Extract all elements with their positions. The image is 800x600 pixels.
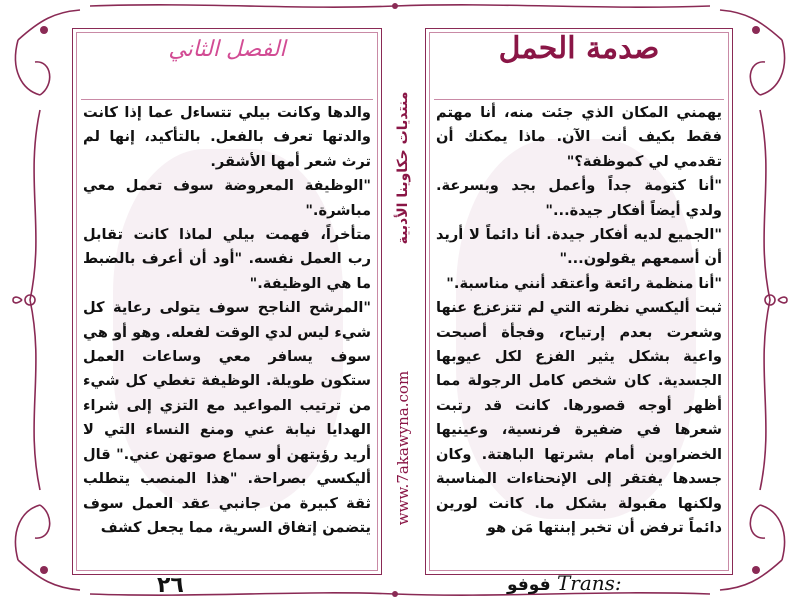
- paragraph: "الوظيفة المعروضة سوف تعمل معي مباشرة.": [83, 177, 371, 219]
- chapter-title: الفصل الثاني: [168, 37, 286, 62]
- paragraph: متأخراً، فهمت بيلي لماذا كانت تقابل رب العمل نفسه. "أود أن أعرف بالضبط ما هي الوظيفة.": [83, 226, 371, 292]
- title-divider: [81, 99, 373, 100]
- paragraph: "المرشح الناجح سوف يتولى رعاية كل شيء ليس لدي الوقت لفعله. وهو أو هي سوف يسافر معي وساعات العمل ستكون طويلة. الوظيفة تغطي كل شيء من ترتيب المواعيد مع التزي إلى شراء الهدايا نيابة عني ومنع النساء التي لا أريد رؤيتهن أو سماع صوتهن عني." قال أليكسي بصراحة. "هذا المنصب يتطلب ثقة كبيرة من جانبي عقد العمل سوف يتضمن إتفاق السرية، مما يجعل كشف: [83, 299, 371, 536]
- paragraph: "أنا كتومة جداً وأعمل بجد وبسرعة. ولدي أيضاً أفكار جيدة...": [436, 177, 722, 219]
- paragraph: "أنا منظمة رائعة وأعتقد أنني مناسبة.": [446, 274, 722, 292]
- website-url: www.7akawyna.com: [393, 370, 412, 526]
- title-divider: [434, 99, 724, 100]
- book-spine: [380, 28, 425, 573]
- page-number: ٢٦: [157, 573, 184, 598]
- left-page-text: [83, 101, 371, 566]
- translator-name: فوفو: [507, 575, 551, 595]
- left-page: [72, 28, 382, 575]
- paragraph: يهمني المكان الذي جئت منه، أنا مهتم فقط بكيف أنت الآن. ماذا يمكنك أن تقدمي لي كموظفة؟": [436, 104, 722, 170]
- translator-credit: [507, 571, 622, 595]
- paragraph: والدها وكانت بيلي تتساءل عما إذا كانت والدتها تعرف بالفعل. بالتأكيد، إنها لم ترث شعر أمها الأشقر.: [83, 104, 371, 170]
- right-page-text: [436, 101, 722, 566]
- paragraph: ثبت أليكسي نظرته التي لم تتزعزع عنها وشعرت بعدم إرتياح، وفجأة أصبحت واعية بشكل يثير الفزع لكل عيوبها الجسدية. كان شخص كامل الرجولة مما أظهر أوجه قصورها. كانت قد رتبت شعرها في ضفيرة فرنسية، وعينيها الخضراوين أمام بشرتها الباهتة. وكان جسدها يفتقر إلى الإنحناءات المناسبة ولكنها مقبولة بشكل ما. كانت لورين دائماً ترفض أن تخبر إبنتها مَن هو: [436, 299, 722, 536]
- paragraph: "الجميع لديه أفكار جيدة. أنا دائماً لا أريد أن أسمعهم يقولون...": [436, 226, 722, 268]
- right-page: [425, 28, 733, 575]
- translator-label: Trans:: [556, 571, 622, 595]
- book-title: صدمة الحمل: [498, 31, 660, 66]
- forum-name: منتديات حكاوينا الأدبية: [394, 91, 411, 245]
